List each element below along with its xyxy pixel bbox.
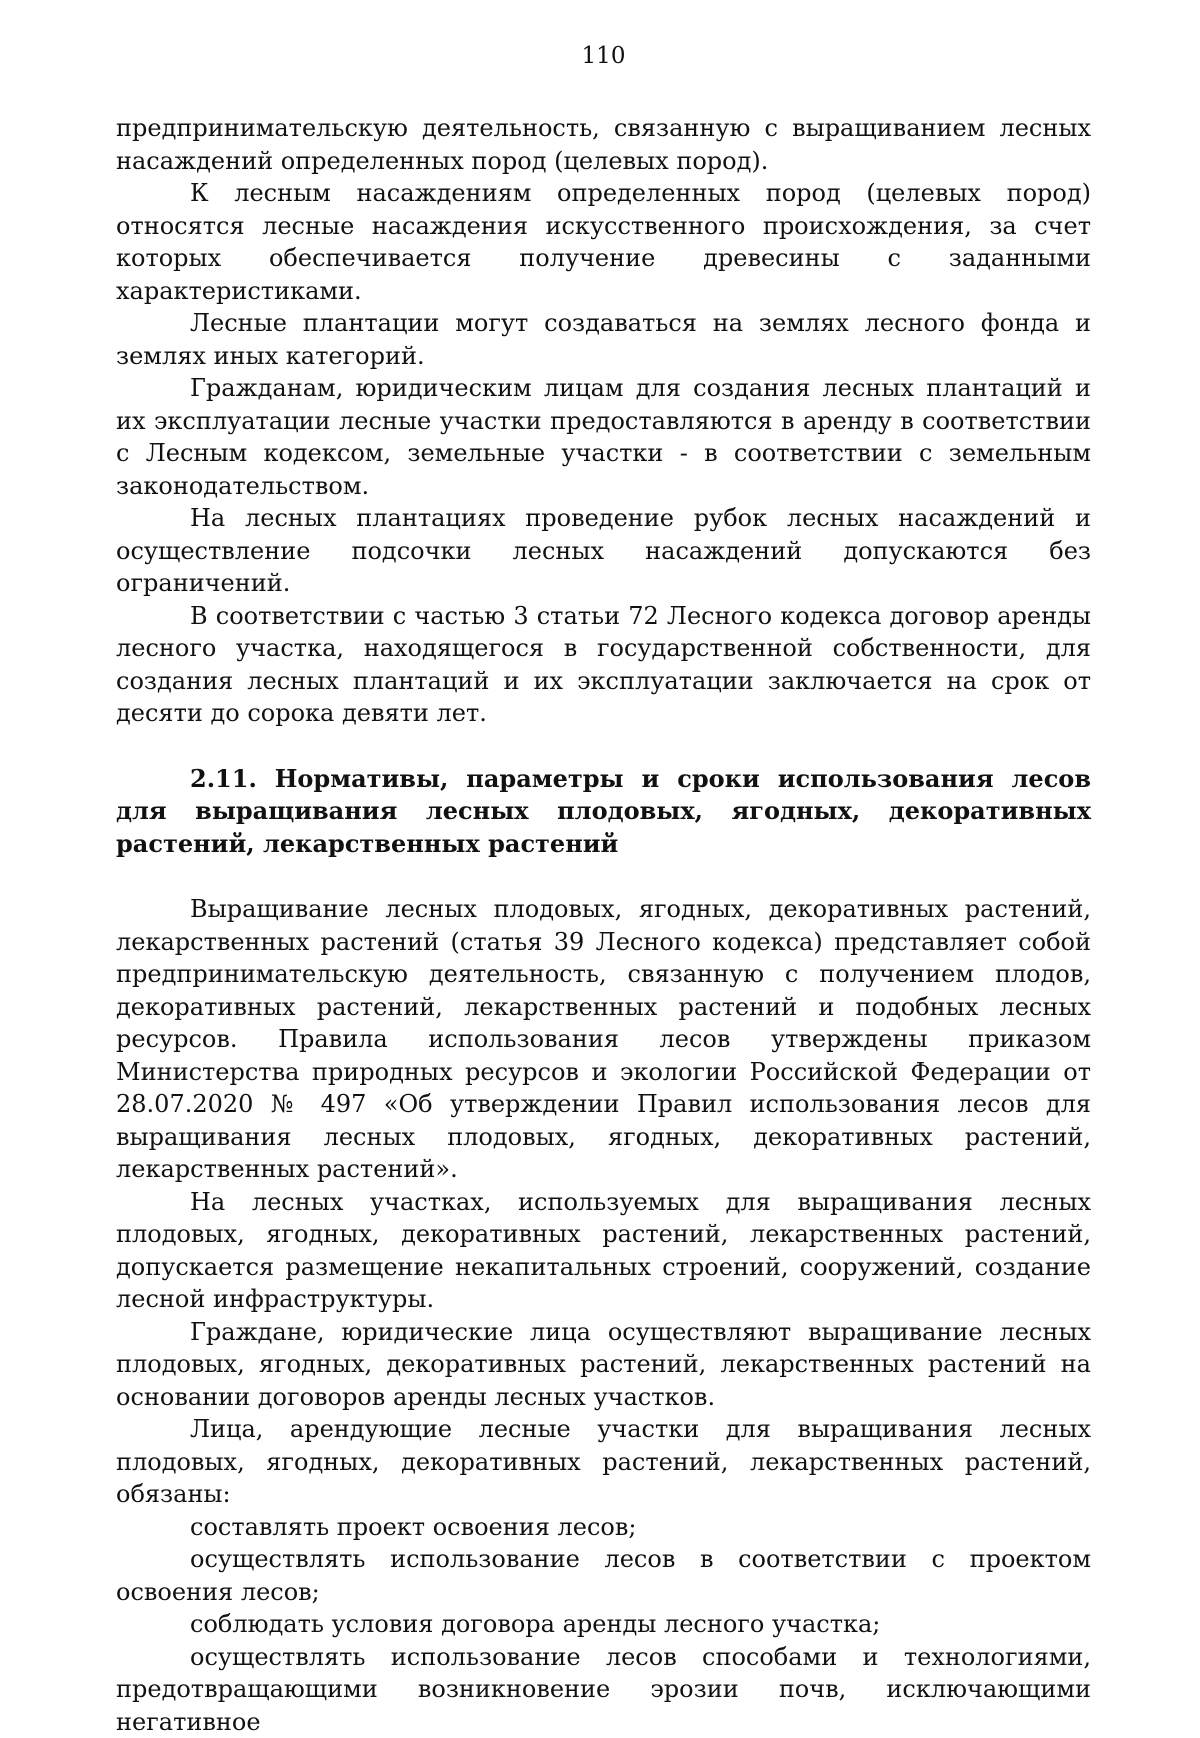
list-item: осуществлять использование лесов в соответствии с проектом освоения лесов;: [116, 1543, 1091, 1608]
paragraph: Лесные плантации могут создаваться на землях лесного фонда и землях иных категорий.: [116, 307, 1091, 372]
section-heading: [116, 763, 1091, 861]
paragraph: На лесных плантациях проведение рубок лесных насаждений и осуществление подсочки лесных насаждений допускаются без ограничений.: [116, 502, 1091, 600]
paragraph: К лесным насаждениям определенных пород (целевых пород) относятся лесные насаждения искусственного происхождения, за счет которых обеспечивается получение древесины с заданными характеристиками.: [116, 177, 1091, 307]
paragraph: предпринимательскую деятельность, связанную с выращиванием лесных насаждений определенных пород (целевых пород).: [116, 112, 1091, 177]
list-item: осуществлять использование лесов способами и технологиями, предотвращающими возникновение эрозии почв, исключающими негативное: [116, 1641, 1091, 1738]
paragraph: Лица, арендующие лесные участки для выращивания лесных плодовых, ягодных, декоративных растений, лекарственных растений, обязаны:: [116, 1413, 1091, 1511]
section-title: Нормативы, параметры и сроки использования лесов для выращивания лесных плодовых, ягодных, декоративных растений, лекарственных растений: [116, 764, 1091, 858]
paragraph: Граждане, юридические лица осуществляют выращивание лесных плодовых, ягодных, декоративных растений, лекарственных растений на основании договоров аренды лесных участков.: [116, 1316, 1091, 1414]
paragraph: Гражданам, юридическим лицам для создания лесных плантаций и их эксплуатации лесные участки предоставляются в аренду в соответствии с Лесным кодексом, земельные участки - в соответствии с земельным законодательством.: [116, 372, 1091, 502]
list-item: соблюдать условия договора аренды лесного участка;: [116, 1608, 1091, 1641]
paragraph: Выращивание лесных плодовых, ягодных, декоративных растений, лекарственных растений (статья 39 Лесного кодекса) представляет собой предпринимательскую деятельность, связанную с получением плодов, декоративных растений, лекарственных растений и подобных лесных ресурсов. Правила использования лесов утверждены приказом Министерства природных ресурсов и экологии Российской Федерации от 28.07.2020 № 497 «Об утверждении Правил использования лесов для выращивания лесных плодовых, ягодных, декоративных растений, лекарственных растений».: [116, 893, 1091, 1186]
paragraph: На лесных участках, используемых для выращивания лесных плодовых, ягодных, декоративных растений, лекарственных растений, допускается размещение некапитальных строений, сооружений, создание лесной инфраструктуры.: [116, 1186, 1091, 1316]
section-number: 2.11.: [190, 764, 257, 793]
paragraph: В соответствии с частью 3 статьи 72 Лесного кодекса договор аренды лесного участка, находящегося в государственной собственности, для создания лесных плантаций и их эксплуатации заключается на срок от десяти до сорока девяти лет.: [116, 600, 1091, 730]
page-number: 110: [116, 40, 1091, 72]
document-body: [116, 112, 1091, 1738]
list-item: составлять проект освоения лесов;: [116, 1511, 1091, 1544]
document-page: [116, 0, 1091, 1698]
